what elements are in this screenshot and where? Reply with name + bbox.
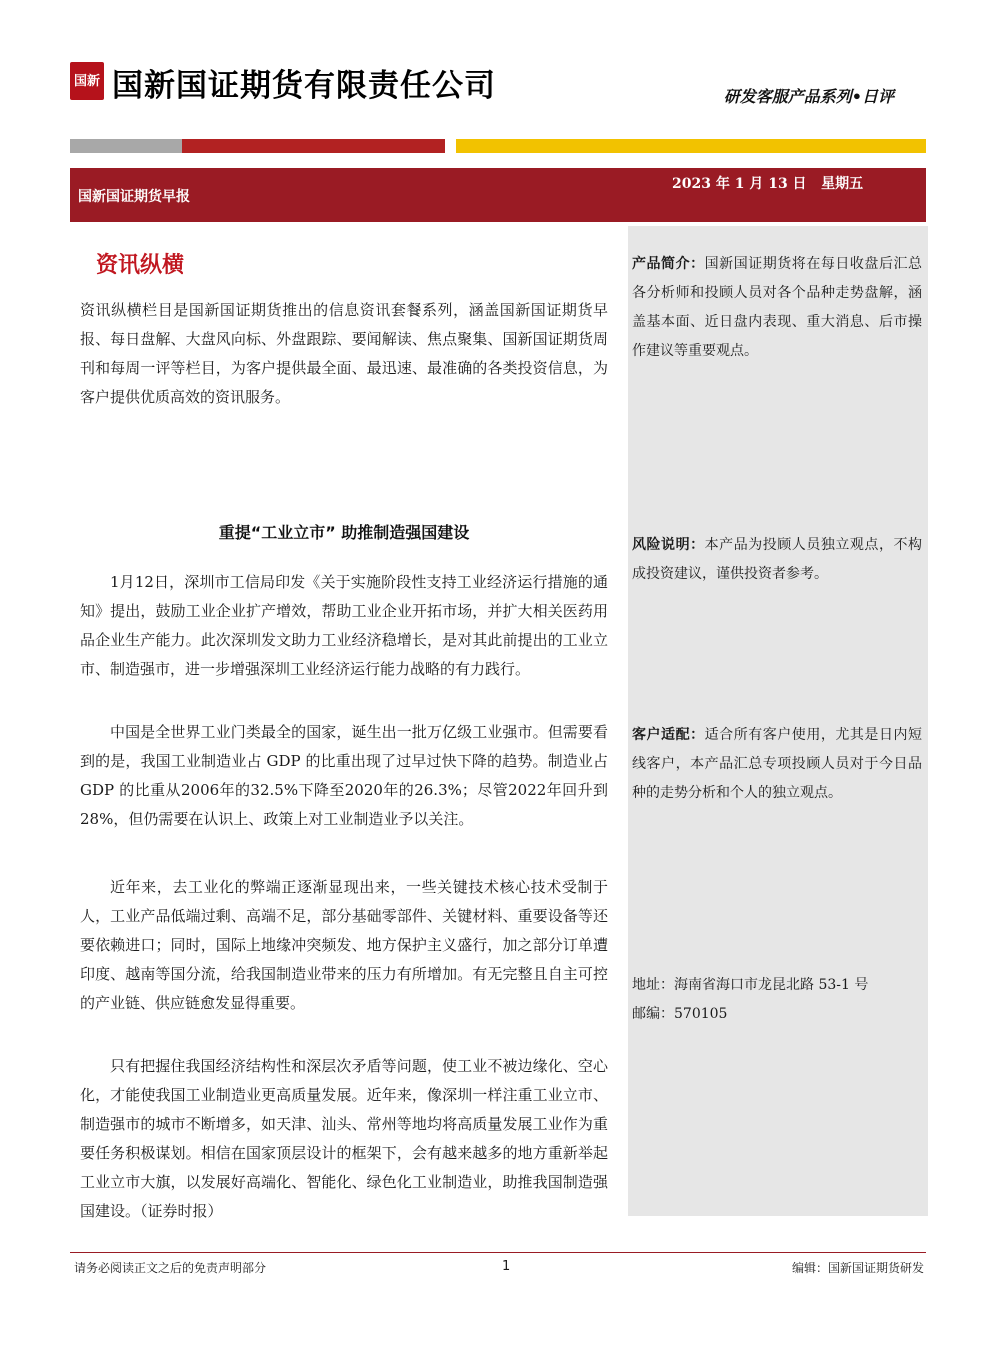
audience-label: 客户适配： bbox=[632, 727, 705, 743]
article-paragraph-3: 近年来，去工业化的弊端正逐渐显现出来，一些关键技术核心技术受制于人，工业产品低端过剩、高端不足，部分基础零部件、关键材料、重要设备等还要依赖进口；同时，国际上地缘冲突频发、地方保护主义盛行，加之部分订单遭印度、越南等国分流，给我国制造业带来的压力有所增加。有无完整且自主可控的产业链、供应链愈发显得重要。 bbox=[80, 878, 608, 1012]
page-number: 1 bbox=[502, 1259, 511, 1274]
header-divider-red bbox=[182, 139, 445, 153]
report-date: 2023 年 1 月 13 日 星期五 bbox=[672, 176, 864, 192]
product-intro-label: 产品简介： bbox=[632, 256, 705, 272]
footer-editor: 编辑：国新国证期货研发 bbox=[791, 1261, 924, 1275]
sidebar-product-intro bbox=[632, 250, 922, 366]
product-intro-text: 国新国证期货将在每日收盘后汇总各分析师和投顾人员对各个品种走势盘解，涵盖基本面、近日盘内表现、重大消息、后市操作建议等重要观点。 bbox=[632, 256, 923, 359]
article-title: 重提“工业立市” 助推制造强国建设 bbox=[218, 523, 470, 542]
audience-text: 适合所有客户使用，尤其是日内短线客户，本产品汇总专项投顾人员对于今日品种的走势分析和个人的独立观点。 bbox=[632, 727, 923, 801]
sidebar-audience bbox=[632, 721, 922, 808]
header-divider-yellow bbox=[456, 139, 926, 153]
article-paragraph-4: 只有把握住我国经济结构性和深层次矛盾等问题，使工业不被边缘化、空心化，才能使我国工业制造业更高质量发展。近年来，像深圳一样注重工业立市、制造强市的城市不断增多，如天津、汕头、常州等地均将高质量发展工业作为重要任务积极谋划。相信在国家顶层设计的框架下，会有越来越多的地方重新举起工业立市大旗，以发展好高端化、智能化、绿色化工业制造业，助推我国制造强国建设。（证券时报） bbox=[80, 1057, 608, 1220]
article-paragraph-2: 中国是全世界工业门类最全的国家，诞生出一批万亿级工业强市。但需要看到的是，我国工业制造业占 GDP 的比重出现了过早过快下降的趋势。制造业占 GDP 的比重从2006年的32.5%下降至2020年的26.3%；尽管2022年回升到28%，但仍需要在认识上、政策上对工业制造业予以关注。 bbox=[80, 723, 608, 828]
risk-note-label: 风险说明： bbox=[632, 537, 705, 553]
series-label: 研发客服产品系列•日评 bbox=[723, 87, 894, 106]
logo-text: 国新 bbox=[73, 73, 100, 89]
risk-note-text: 本产品为投顾人员独立观点，不构成投资建议，谨供投资者参考。 bbox=[632, 537, 923, 582]
report-name: 国新国证期货早报 bbox=[78, 189, 190, 205]
sidebar-risk-note bbox=[632, 531, 922, 589]
company-name: 国新国证期货有限责任公司 bbox=[112, 68, 496, 104]
footer-divider bbox=[70, 1252, 926, 1253]
postcode-text: 邮编：570105 bbox=[632, 1006, 728, 1022]
intro-paragraph: 资讯纵横栏目是国新国证期货推出的信息资讯套餐系列，涵盖国新国证期货早报、每日盘解、大盘风向标、外盘跟踪、要闻解读、焦点聚集、国新国证期货周刊和每周一评等栏目，为客户提供最全面、最迅速、最准确的各类投资信息，为客户提供优质高效的资讯服务。 bbox=[80, 301, 608, 406]
sidebar-contact bbox=[632, 971, 922, 1029]
company-logo bbox=[70, 62, 104, 100]
article-paragraph-1: 1月12日，深圳市工信局印发《关于实施阶段性支持工业经济运行措施的通知》提出，鼓励工业企业扩产增效，帮助工业企业开拓市场，并扩大相关医药用品企业生产能力。此次深圳发文助力工业经济稳增长，是对其此前提出的工业立市、制造强市，进一步增强深圳工业经济运行能力战略的有力践行。 bbox=[80, 573, 608, 678]
address-text: 地址：海南省海口市龙昆北路 53-1 号 bbox=[632, 977, 869, 993]
footer-disclaimer: 请务必阅读正文之后的免责声明部分 bbox=[74, 1261, 267, 1275]
section-title: 资讯纵横 bbox=[96, 252, 185, 278]
